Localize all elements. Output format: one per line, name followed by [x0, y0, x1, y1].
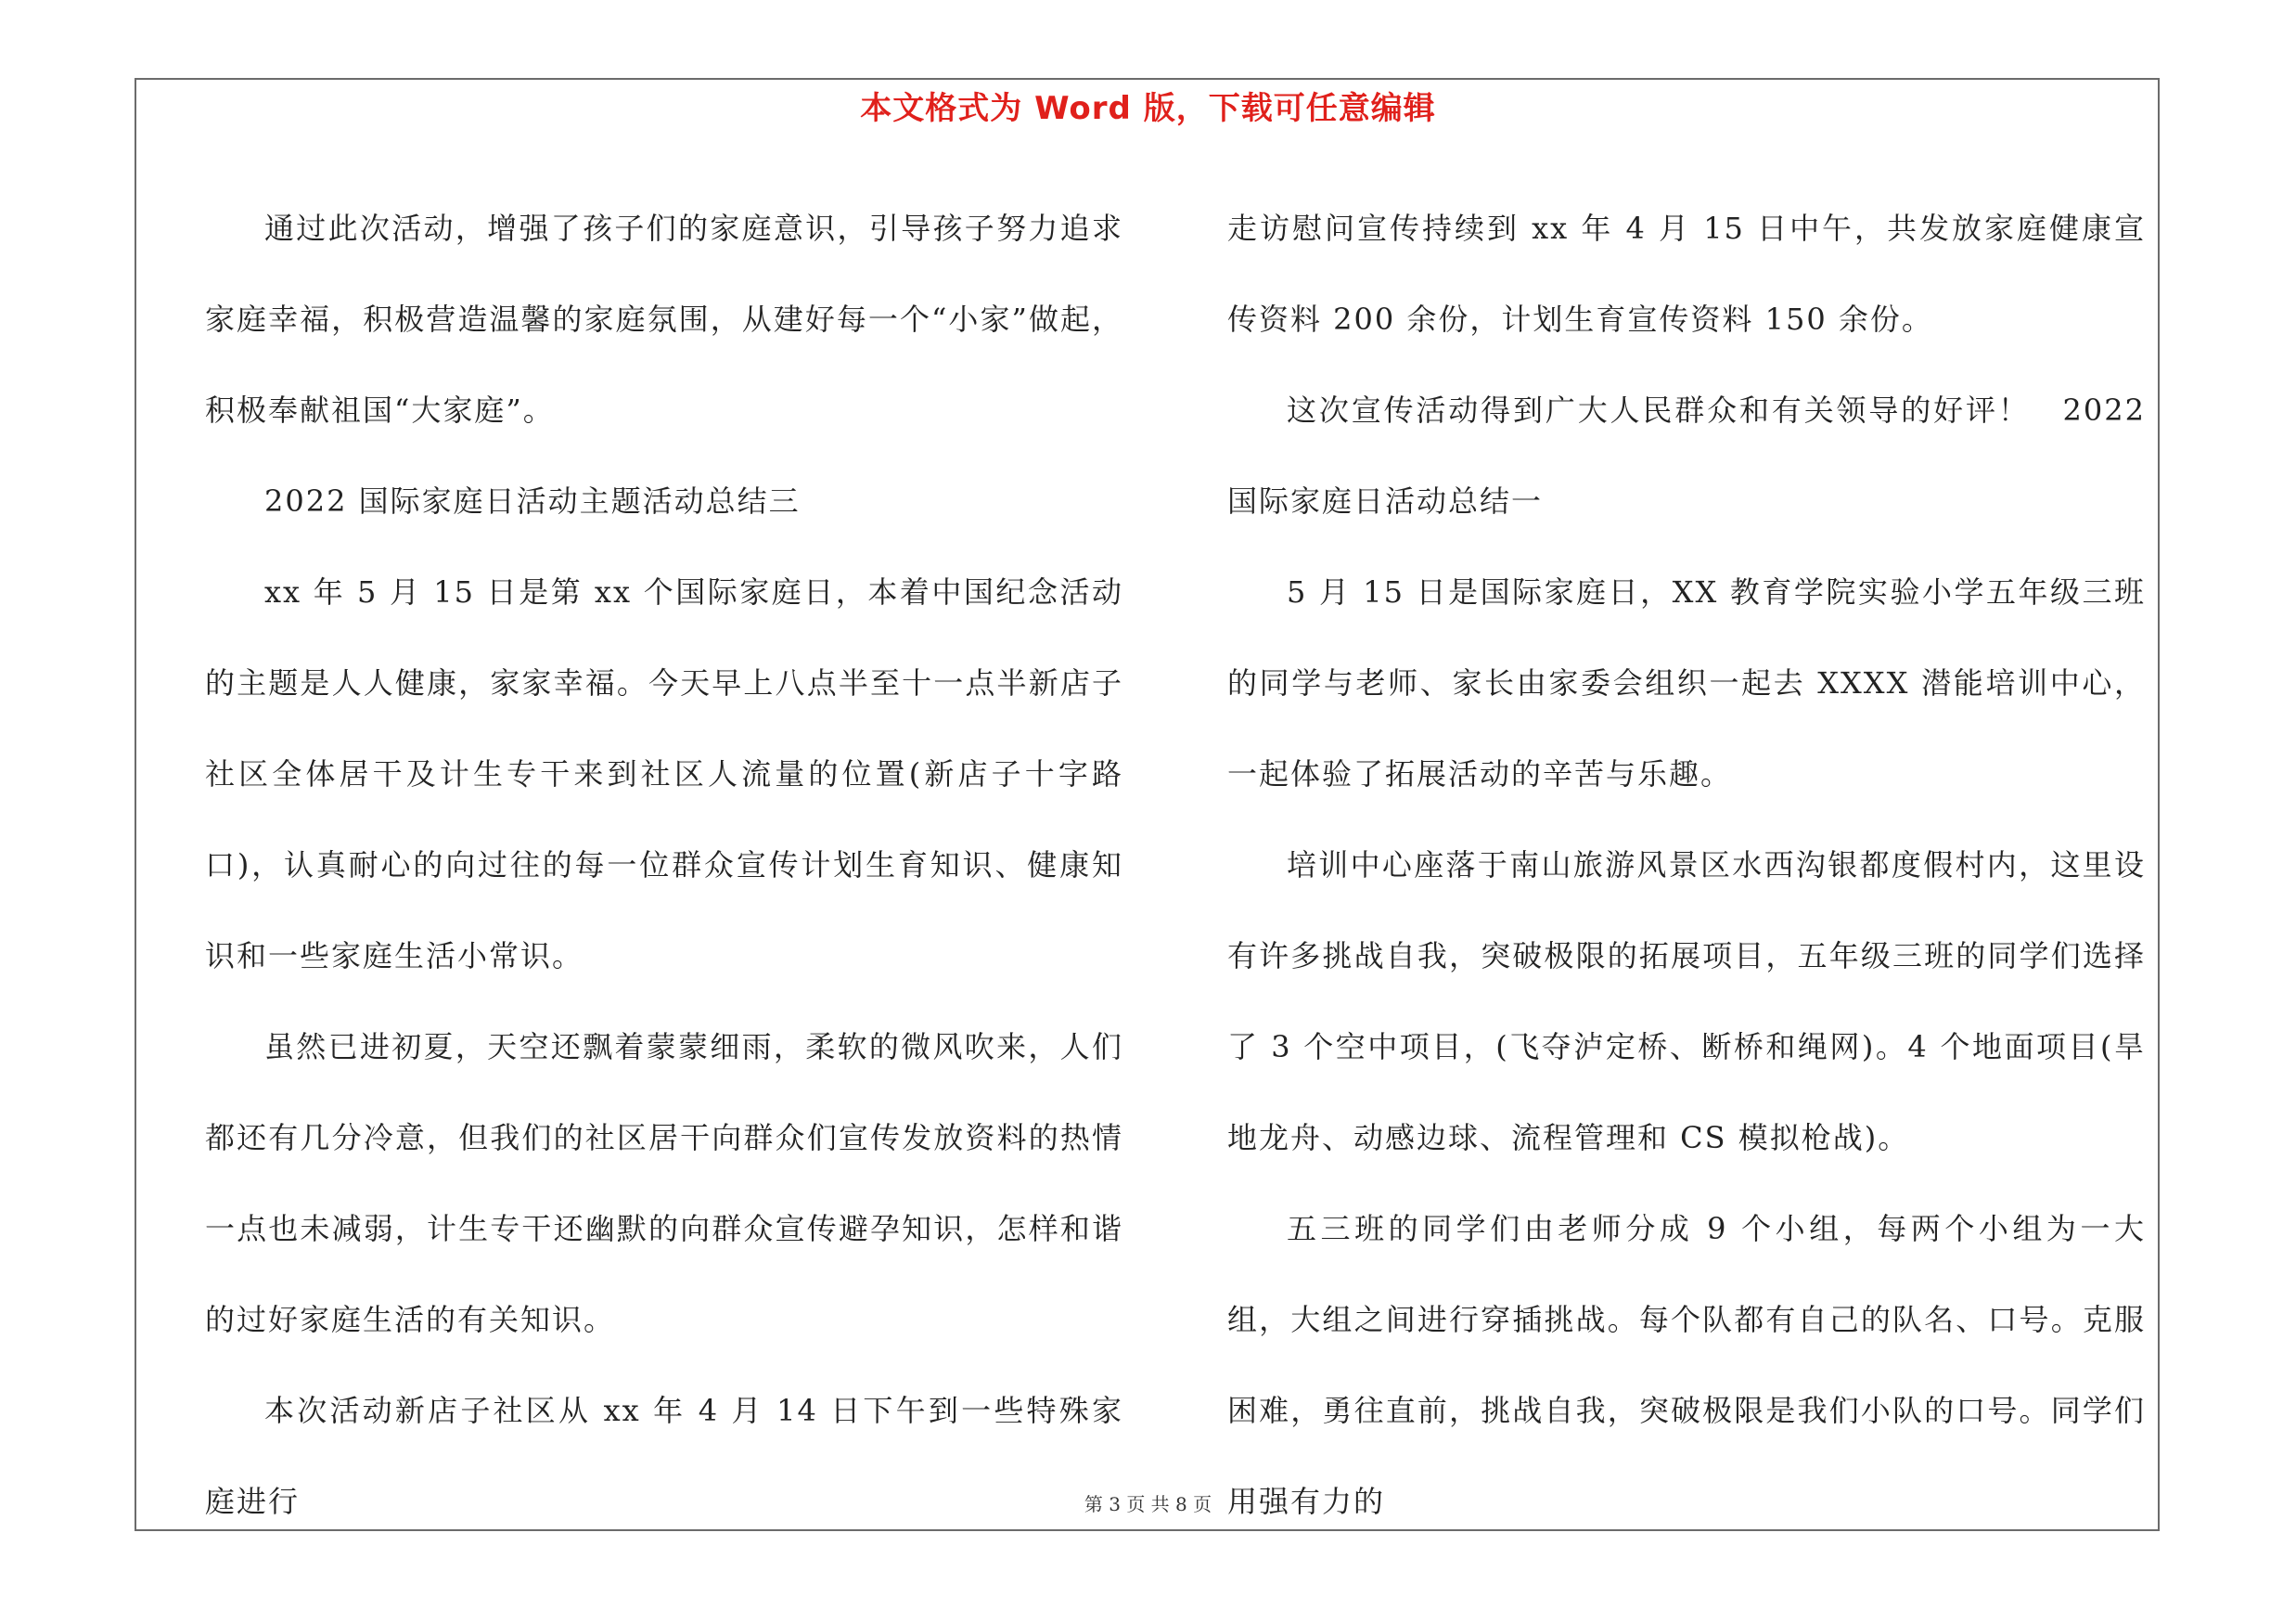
paragraph: 五三班的同学们由老师分成 9 个小组，每两个小组为一大组，大组之间进行穿插挑战。每个队都有自己的队名、口号。克服困难，勇往直前，挑战自我，突破极限是我们小队的口号。同学们用强有力的	[1227, 1211, 2146, 1519]
paragraph: 虽然已进初夏，天空还飘着蒙蒙细雨，柔软的微风吹来，人们都还有几分冷意，但我们的社区居干向群众们宣传发放资料的热情一点也未减弱，计生专干还幽默的向群众宣传避孕知识，怎样和谐的过好家庭生活的有关知识。	[205, 1029, 1123, 1337]
right-text-column	[1227, 183, 2146, 1547]
paragraph: 5 月 15 日是国际家庭日，XX 教育学院实验小学五年级三班的同学与老师、家长由家委会组织一起去 XXXX 潜能培训中心，一起体验了拓展活动的辛苦与乐趣。	[1227, 574, 2146, 792]
format-notice-banner: 本文格式为 Word 版，下载可任意编辑	[860, 90, 1436, 127]
paragraph: 培训中心座落于南山旅游风景区水西沟银都度假村内，这里设有许多挑战自我，突破极限的拓展项目，五年级三班的同学们选择了 3 个空中项目，(飞夺泸定桥、断桥和绳网)。4 个地面项目(旱地龙舟、动感边球、流程管理和 CS 模拟枪战)。	[1227, 847, 2146, 1155]
paragraph: xx 年 5 月 15 日是第 xx 个国际家庭日，本着中国纪念活动的主题是人人健康，家家幸福。今天早上八点半至十一点半新店子社区全体居干及计生专干来到社区人流量的位置(新店子十字路口)，认真耐心的向过往的每一位群众宣传计划生育知识、健康知识和一些家庭生活小常识。	[205, 574, 1123, 973]
section-heading: 2022 国际家庭日活动主题活动总结三	[264, 483, 801, 519]
left-text-column	[205, 183, 1123, 1547]
paragraph: 这次宣传活动得到广大人民群众和有关领导的好评！ 2022 国际家庭日活动总结一	[1227, 393, 2146, 519]
page-number-footer: 第 3 页 共 8 页	[1084, 1493, 1212, 1515]
paragraph-continuation: 走访慰问宣传持续到 xx 年 4 月 15 日中午，共发放家庭健康宣传资料 200 余份，计划生育宣传资料 150 余份。	[1227, 211, 2146, 337]
paragraph: 本次活动新店子社区从 xx 年 4 月 14 日下午到一些特殊家庭进行	[205, 1393, 1123, 1519]
paragraph: 通过此次活动，增强了孩子们的家庭意识，引导孩子努力追求家庭幸福，积极营造温馨的家庭氛围，从建好每一个“小家”做起，积极奉献祖国“大家庭”。	[205, 211, 1123, 428]
